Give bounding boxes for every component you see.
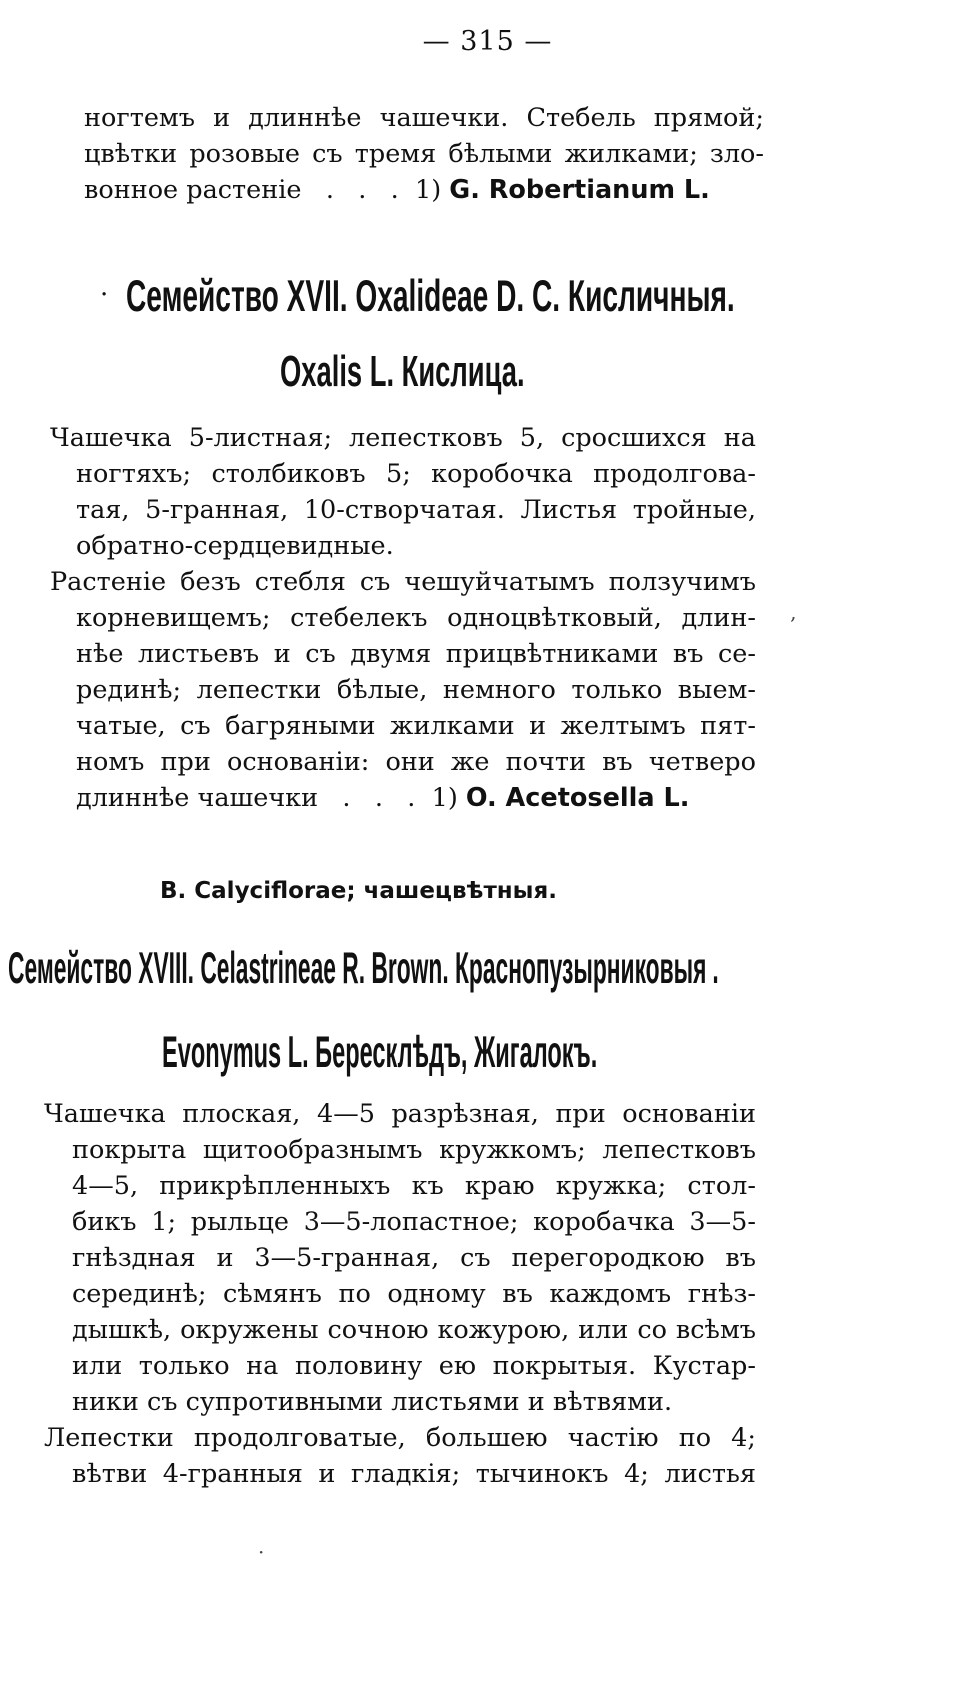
text-line-with-species: [84, 172, 764, 208]
text-line: ногтяхъ; столбиковъ 5; коробочка продолгова-: [76, 459, 756, 489]
text-prefix: длиннѣе чашечки . . . 1): [76, 783, 466, 813]
text-line: Чашечка плоская, 4—5 разрѣзная, при основаніи: [44, 1099, 756, 1129]
family-heading-end: .: [712, 944, 719, 994]
text-line-with-species: [76, 780, 689, 816]
text-line: серединѣ; сѣмянъ по одному въ каждомъ гнѣз-: [72, 1279, 756, 1309]
section-russian: чашецвѣтныя.: [355, 878, 557, 904]
family-heading: [8, 944, 719, 995]
margin-mark: ‚: [790, 600, 797, 624]
text-line: корневищемъ; стебелекъ одноцвѣтковый, длин-: [76, 603, 756, 633]
bottom-mark: ·: [258, 1540, 265, 1564]
text-line: обратно-сердцевидные.: [76, 531, 394, 561]
text-line: номъ при основаніи: они же почти въ четверо: [76, 747, 756, 777]
text-line: Лепестки продолговатые, большею частію по 4;: [44, 1423, 756, 1453]
text-line: чатые, съ багряными жилками и желтымъ пят-: [76, 711, 756, 741]
text-line: Чашечка 5-листная; лепестковъ 5, сросшихся на: [50, 423, 756, 453]
text-line: цвѣтки розовые съ тремя бѣлыми жилками; зло-: [84, 139, 764, 169]
text-line: тая, 5-гранная, 10-створчатая. Листья тройные,: [76, 495, 756, 525]
text-line: бикъ 1; рыльце 3—5-лопастное; коробачка 3—5-: [72, 1207, 756, 1237]
text-line: вѣтви 4-гранныя и гладкія; тычинокъ 4; листья: [72, 1459, 756, 1489]
species-name: G. Robertianum L.: [449, 175, 710, 205]
genus-heading: Oxalis L. Кислица.: [280, 348, 525, 397]
genus-heading: Evonymus L. Бересклѣдъ, Жигалокъ.: [162, 1028, 598, 1078]
text-line: Растеніе безъ стебля съ чешуйчатымъ ползучимъ: [50, 567, 756, 597]
text-line: дышкѣ, окружены сочною кожурою, или со всѣмъ: [72, 1315, 756, 1345]
text-line: нѣе листьевъ и съ двумя прицвѣтниками въ се-: [76, 639, 756, 669]
margin-bullet: ·: [100, 280, 109, 310]
page-number: — 315 —: [422, 26, 553, 57]
family-heading: Семейство XVII. Oxalideae D. C. Кисличныя.: [126, 272, 735, 322]
text-line: покрыта щитообразнымъ кружкомъ; лепестковъ: [72, 1135, 756, 1165]
section-latin: Calyciflorae;: [194, 878, 356, 904]
text-line: рединѣ; лепестки бѣлые, немного только выем-: [76, 675, 756, 705]
text-line: 4—5, прикрѣпленныхъ къ краю кружка; стол-: [72, 1171, 756, 1201]
species-name: O. Acetosella L.: [465, 783, 690, 813]
text-line: или только на половину ею покрытыя. Кустар-: [72, 1351, 756, 1381]
text-line: ногтемъ и длиннѣе чашечки. Стебель прямой;: [84, 103, 764, 133]
section-prefix: B.: [160, 878, 195, 904]
family-heading-text: Семейство XVIII. Celastrineae R. Brown. Краснопузырниковыя: [8, 944, 707, 994]
text-prefix: вонное растеніе . . . 1): [84, 175, 450, 205]
text-line: ники съ супротивными листьями и вѣтвями.: [72, 1387, 673, 1417]
section-heading: [160, 878, 557, 904]
text-line: гнѣздная и 3—5-гранная, съ перегородкою въ: [72, 1243, 756, 1273]
